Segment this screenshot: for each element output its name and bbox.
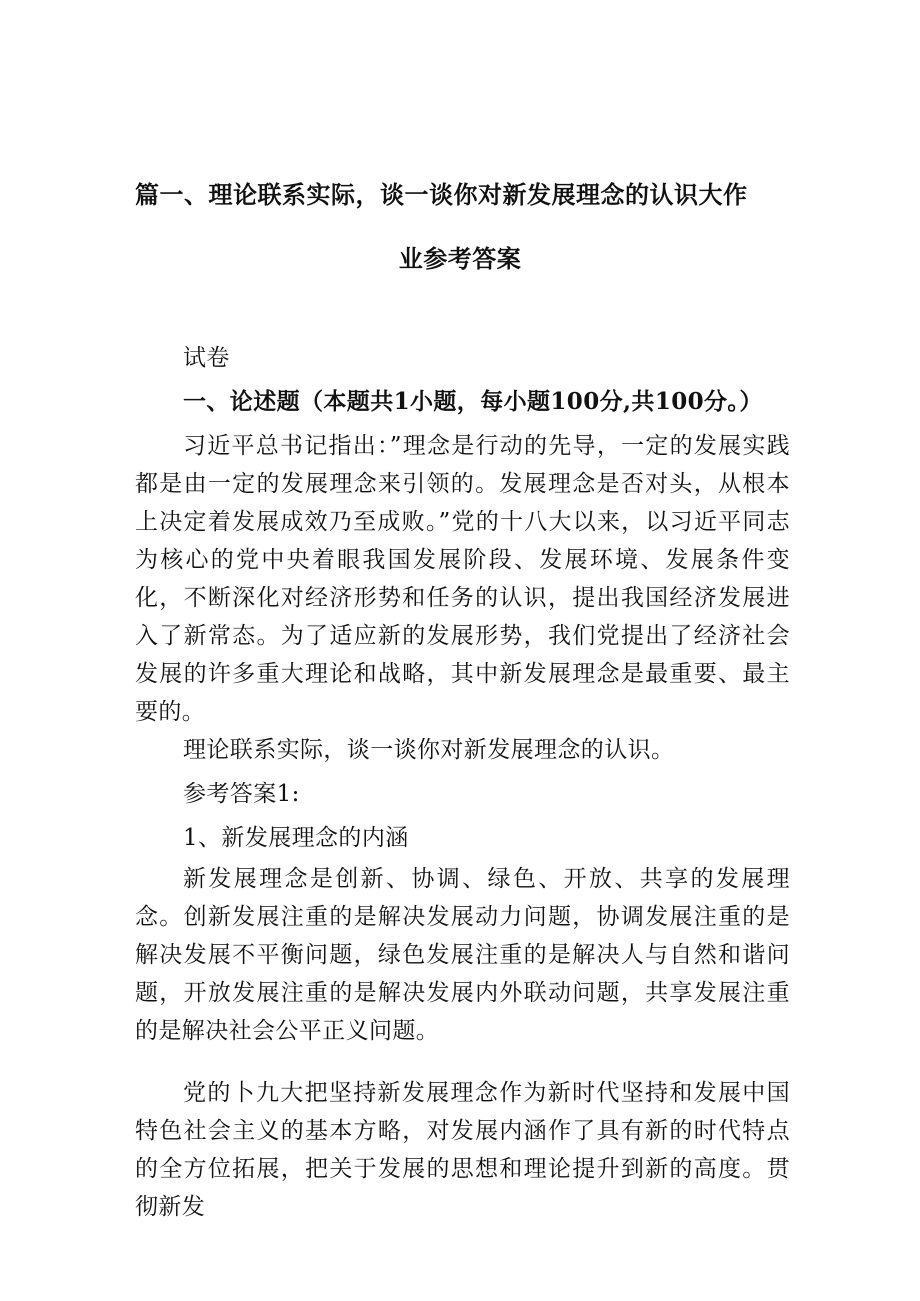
answer-label: 参考答案1: bbox=[183, 781, 300, 807]
question-prompt: 理论联系实际，谈一谈你对新发展理念的认识。 bbox=[183, 737, 675, 763]
answer-paragraph-1: 新发展理念是创新、协调、绿色、开放、共享的发展理念。创新发展注重的是解决发展动力问题，协调发展注重的是解决发展不平衡问题，绿色发展注重的是解决人与自然和谐问题，开放发展注重的是解决发展内外联动问题，共享发展注重的是解决社会公平正义问题。 bbox=[135, 866, 790, 1044]
exam-label: 试卷 bbox=[183, 345, 230, 371]
answer-subheading: 1、新发展理念的内涵 bbox=[183, 825, 409, 851]
document-title-line-2: 业参考答案 bbox=[398, 244, 522, 273]
answer-paragraph-2: 党的卜九大把坚持新发展理念作为新时代坚持和发展中国特色社会主义的基本方略，对发展内涵作了具有新的时代特点的全方位拓展，把关于发展的思想和理论提升到新的高度。贯彻新发 bbox=[135, 1080, 790, 1220]
section-heading: 一、论述题（本题共1小题，每小题100分,共100分。） bbox=[183, 388, 763, 415]
question-paragraph: 习近平总书记指出：”理念是行动的先导，一定的发展实践都是由一定的发展理念来引领的。发展理念是否对头，从根本上决定着发展成效乃至成败。”党的十八大以来，以习近平同志为核心的党中央着眼我国发展阶段、发展环境、发展条件变化，不断深化对经济形势和任务的认识，提出我国经济发展进入了新常态。为了适应新的发展形势，我们党提出了经济社会发展的许多重大理论和战略，其中新发展理念是最重要、最主要的。 bbox=[135, 433, 790, 725]
document-title-line-1: 篇一、理论联系实际，谈一谈你对新发展理念的认识大作 bbox=[135, 180, 748, 209]
